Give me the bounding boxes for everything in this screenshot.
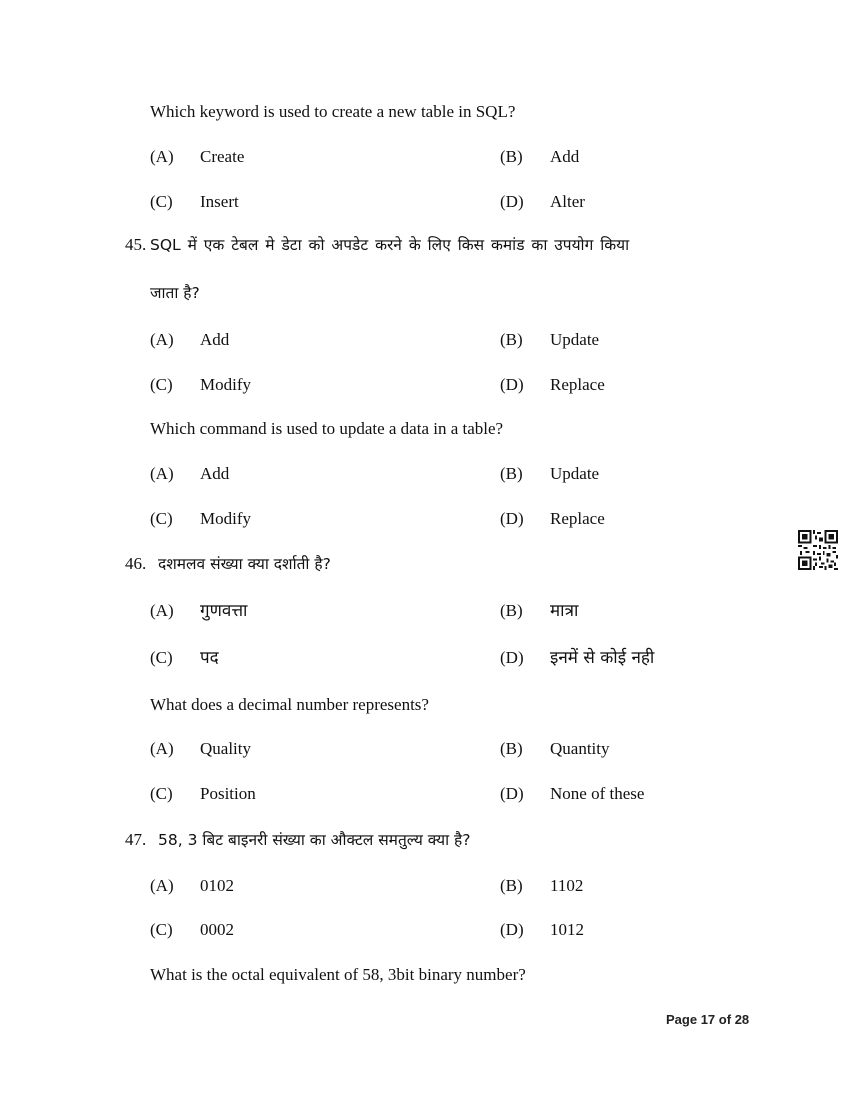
option-label: (B) [500,464,523,483]
option-text: Insert [200,192,239,211]
option-label: (D) [500,509,524,528]
option-label: (C) [150,375,173,394]
option-label: (B) [500,739,523,758]
page-word: Page [666,1012,698,1027]
option-text: Create [200,147,245,166]
option-text: Add [550,147,580,166]
option-label: (B) [500,330,523,349]
option-label: (A) [150,739,174,758]
option-text: Update [550,464,600,483]
option-text: Modify [200,375,251,394]
option-text: Quality [200,739,251,758]
page-number: 17 [700,1012,716,1027]
question-number: 47. [125,830,147,849]
question-text-hindi: दशमलव संख्या क्या दर्शाती है? [158,555,331,573]
option-text: पद [200,648,219,668]
option-text: गुणवत्ता [200,601,248,621]
option-label: (D) [500,648,524,667]
question-text: Which keyword is used to create a new table in SQL? [150,102,516,121]
option-label: (D) [500,784,524,803]
option-text: 0102 [200,876,234,895]
option-text: 1102 [550,876,584,895]
option-text: Replace [550,375,605,394]
option-text: Quantity [550,739,610,758]
option-text: मात्रा [550,601,579,621]
option-text: Alter [550,192,585,211]
question-number: 45. [125,235,147,254]
option-label: (C) [150,192,173,211]
option-text: Update [550,330,600,349]
option-label: (A) [150,330,174,349]
option-label: (A) [150,601,174,620]
question-number: 46. [125,554,147,573]
option-label: (A) [150,464,174,483]
option-label: (C) [150,648,173,667]
of-word: of [718,1012,732,1027]
option-label: (C) [150,784,173,803]
option-text: Replace [550,509,605,528]
option-text: 1012 [550,920,584,939]
question-text: What is the octal equivalent of 58, 3bit binary number? [150,965,526,984]
page-total: 28 [734,1012,750,1027]
question-text-hindi: जाता है? [150,284,200,302]
option-label: (D) [500,192,524,211]
option-label: (B) [500,601,523,620]
option-label: (A) [150,876,174,895]
option-text: Add [200,464,230,483]
option-label: (D) [500,375,524,394]
option-text: Modify [200,509,251,528]
qr-code-icon [798,530,838,570]
option-text: None of these [550,784,645,803]
page-footer [666,1012,749,1027]
option-label: (C) [150,509,173,528]
option-label: (B) [500,876,523,895]
option-text: Position [200,784,256,803]
question-text: What does a decimal number represents? [150,695,429,714]
option-label: (D) [500,920,524,939]
option-text: इनमें से कोई नही [550,648,655,668]
option-label: (B) [500,147,523,166]
option-text: 0002 [200,920,234,939]
option-label: (C) [150,920,173,939]
option-label: (A) [150,147,174,166]
option-text: Add [200,330,230,349]
question-text-hindi: 58, 3 बिट बाइनरी संख्या का औक्टल समतुल्य क्या है? [158,831,471,849]
question-text: Which command is used to update a data in a table? [150,419,504,438]
question-text-hindi: SQL में एक टेबल मे डेटा को अपडेट करने के लिए किस कमांड का उपयोग किया [150,236,630,254]
